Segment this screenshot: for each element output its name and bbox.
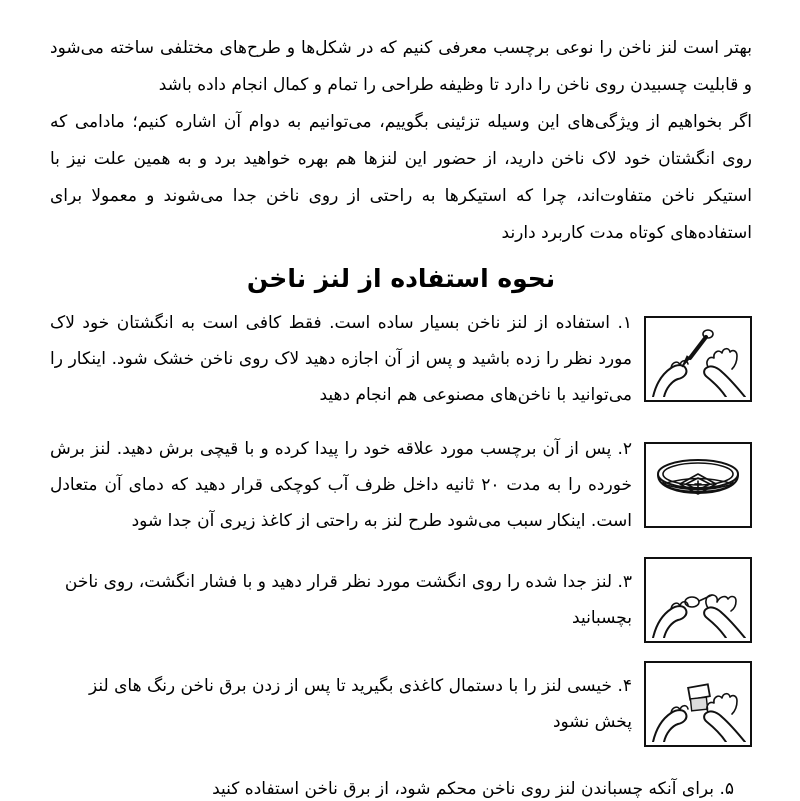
lens-in-water-bowl-icon (648, 447, 748, 523)
step-2-illustration-frame (644, 442, 752, 528)
hands-painting-nail-icon (648, 321, 748, 397)
step-4-illustration-frame (644, 661, 752, 747)
step-3-illustration-frame (644, 557, 752, 643)
step-text: ۴. خیسی لنز را با دستمال کاغذی بگیرید تا پس از زدن برق ناخن رنگ های لنز پخش نشود (89, 676, 632, 732)
step-text: ۲. پس از آن برچسب مورد علاقه خود را پیدا کرده و با قیچی برش دهید. لنز برش خورده را به مدت ۲۰ ثانیه داخل ظرف آب کوچکی قرار دهید که دمای آن متعادل است. اینکار سبب می‌شود طرح لنز به راحتی از کاغذ زیری آن جدا شود (50, 439, 632, 531)
blotting-with-tissue-icon (648, 666, 748, 742)
step-item-5: ۵. برای آنکه چسباندن لنز روی ناخن محکم شود، از برق ناخن استفاده کنید (212, 779, 734, 799)
finger-pressing-lens-icon (648, 562, 748, 638)
step-text: ۱. استفاده از لنز ناخن بسیار ساده است. فقط کافی است به انگشتان خود لاک مورد نظر را زده باشید و پس از آن اجازه دهید لاک روی ناخن خشک شود. اینکار را می‌توانید با ناخن‌های مصنوعی هم انجام دهید (50, 313, 632, 405)
step-text: ۳. لنز جدا شده را روی انگشت مورد نظر قرار دهید و با فشار انگشت، روی ناخن بچسبانید (64, 572, 632, 628)
intro-section (50, 30, 752, 252)
step-item-1 (50, 305, 752, 413)
step-item-4 (50, 661, 752, 747)
page-title: نحوه استفاده از لنز ناخن (246, 264, 556, 293)
step-1-illustration-frame (644, 316, 752, 402)
step-item-2 (50, 431, 752, 539)
intro-paragraph: اگر بخواهیم از ویژگی‌های این وسیله تزئینی بگوییم، می‌توانیم به دوام آن اشاره کنیم؛ مادامی که روی انگشتان خود لاک ناخن دارید، از حضور این لنزها هم بهره خواهید برد و به همین علت نیز با استیکر ناخن متفاوت‌اند، چرا که استیکرها به راحتی از روی ناخن جدا می‌شوند و معمولا برای استفاده‌های کوتاه مدت کاربرد دارند (50, 112, 752, 243)
intro-paragraph: بهتر است لنز ناخن را نوعی برچسب معرفی کنیم که در شکل‌ها و طرح‌های مختلفی ساخته می‌شود و قابلیت چسبیدن روی ناخن را دارد تا وظیفه طراحی را تمام و کمال انجام داده باشد (50, 38, 752, 95)
step-item-3 (50, 557, 752, 643)
